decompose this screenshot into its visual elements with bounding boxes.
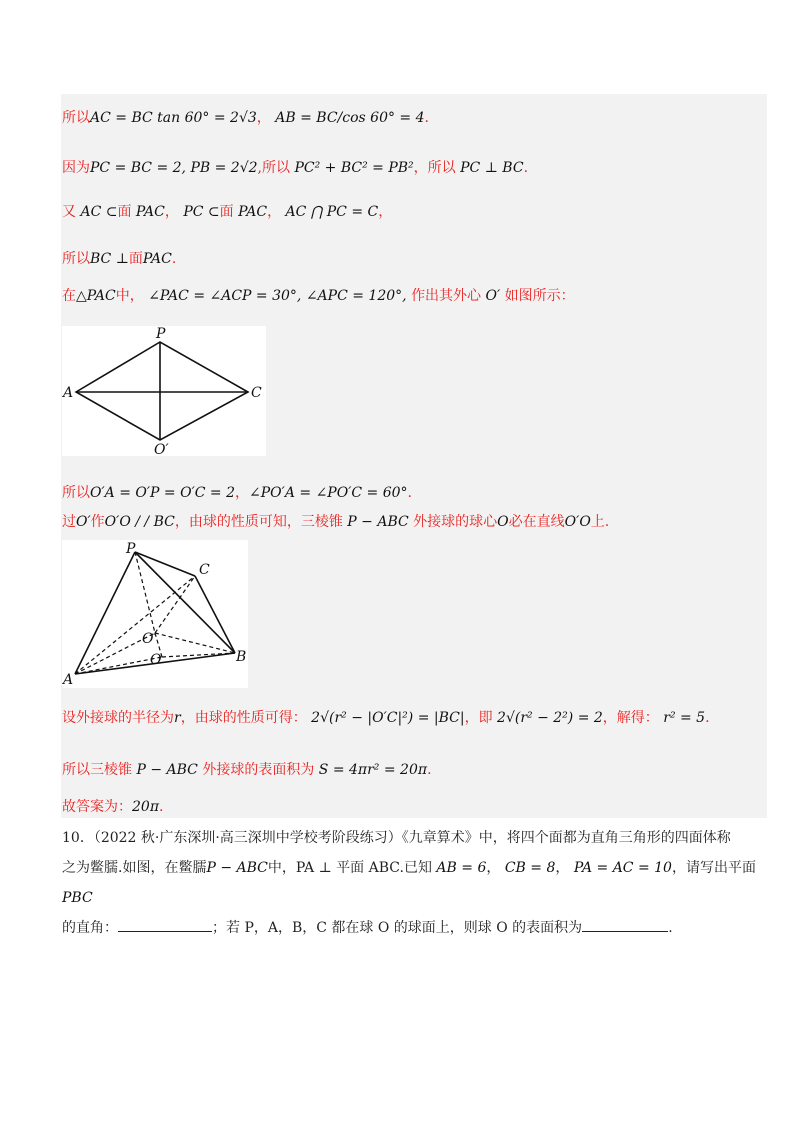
text: 又 bbox=[62, 204, 76, 220]
text: 作 bbox=[90, 514, 105, 530]
text: 所以 bbox=[62, 485, 90, 501]
formula: PAC bbox=[142, 251, 172, 267]
formula: O′A = O′P = O′C = 2 bbox=[90, 485, 236, 501]
formula: BC ⊥ bbox=[90, 251, 129, 267]
formula: ∠PO′A = ∠PO′C = 60° bbox=[249, 485, 408, 501]
formula: △PAC bbox=[76, 288, 116, 304]
formula: r² = 5 bbox=[663, 710, 706, 726]
solution-line-2 bbox=[62, 158, 528, 178]
solution-answer bbox=[62, 797, 163, 817]
edge-pa bbox=[75, 552, 135, 674]
label-a: A bbox=[63, 385, 74, 401]
text: ；若 P，A，B，C 都在球 O 的球面上，则球 O 的表面积为 bbox=[212, 920, 583, 936]
solution-line-1 bbox=[62, 108, 429, 128]
text: 所以三棱锥 bbox=[62, 762, 132, 778]
figure-tetrahedron bbox=[62, 540, 248, 688]
label-p: P bbox=[126, 541, 136, 557]
label-o: O bbox=[150, 652, 162, 668]
formula: O′ bbox=[76, 514, 91, 530]
line-o-prime-b bbox=[155, 633, 235, 653]
text: 上. bbox=[590, 514, 610, 530]
text: 中，PA ⊥ 平面 ABC.已知 bbox=[267, 860, 432, 876]
question-line-1: 10．（2022 秋·广东深圳·高三深圳中学校考阶段练习）《九章算术》中，将四个面都为直角三角形的四面体称 bbox=[62, 830, 731, 846]
text: 面 bbox=[128, 251, 143, 267]
formula: 20π bbox=[132, 799, 160, 815]
text: ， bbox=[235, 485, 250, 501]
text: ， bbox=[267, 204, 282, 220]
label-o-prime: O′ bbox=[154, 442, 169, 456]
text: . bbox=[407, 485, 412, 501]
formula: AB = 6 bbox=[436, 860, 487, 876]
text: 必在直线 bbox=[508, 514, 565, 530]
formula: O bbox=[497, 514, 509, 530]
text: . bbox=[705, 710, 710, 726]
text: ， bbox=[486, 860, 501, 876]
formula: S = 4πr² = 20π bbox=[318, 762, 428, 778]
formula: PAC bbox=[238, 204, 268, 220]
question-line-3 bbox=[62, 913, 762, 943]
question-10 bbox=[62, 823, 762, 943]
text: 作出其外心 bbox=[411, 288, 482, 304]
formula: O′ bbox=[485, 288, 501, 304]
formula: O′O / / BC bbox=[104, 514, 175, 530]
text: 中， bbox=[115, 288, 144, 304]
label-c: C bbox=[199, 562, 210, 578]
text: ，解得： bbox=[602, 710, 659, 726]
text: ，由球的性质可得： bbox=[180, 710, 307, 726]
formula: r bbox=[174, 710, 181, 726]
label-o-prime: O′ bbox=[142, 631, 157, 647]
text: 故答案为： bbox=[62, 799, 132, 815]
text: . bbox=[159, 799, 164, 815]
text: ，由球的性质可知，三棱锥 bbox=[174, 514, 343, 530]
formula: P − ABC bbox=[347, 514, 409, 530]
text: 之为鳖臑.如图，在鳖臑 bbox=[62, 860, 207, 876]
formula: CB = 8 bbox=[504, 860, 556, 876]
label-a: A bbox=[63, 672, 74, 688]
formula: PAC bbox=[135, 204, 165, 220]
figure-rhombus bbox=[62, 326, 266, 456]
text: 如图所示： bbox=[504, 288, 575, 304]
formula: O′O bbox=[564, 514, 591, 530]
formula: PC = BC = 2, PB = 2√2 bbox=[90, 160, 258, 176]
question-line-2 bbox=[62, 853, 762, 913]
rhombus-outline bbox=[76, 342, 248, 440]
formula: PA = AC = 10 bbox=[573, 860, 672, 876]
text: . bbox=[171, 251, 177, 267]
formula: 2√(r² − 2²) = 2 bbox=[497, 710, 603, 726]
edge-pc bbox=[135, 552, 195, 576]
text: 因为 bbox=[62, 160, 90, 176]
text: 的直角： bbox=[62, 920, 118, 936]
text: 外接球的表面积为 bbox=[202, 762, 315, 778]
text: ，即 bbox=[464, 710, 493, 726]
text: 设外接球的半径为 bbox=[62, 710, 174, 726]
formula: PBC bbox=[62, 890, 93, 906]
text: . bbox=[424, 110, 429, 126]
formula: AC = BC tan 60° = 2√3 bbox=[90, 110, 257, 126]
text: 在 bbox=[62, 288, 76, 304]
text: ， bbox=[555, 860, 570, 876]
edge-cb bbox=[195, 576, 235, 653]
line-ao bbox=[75, 657, 162, 674]
solution-line-5 bbox=[62, 286, 575, 306]
formula: AB = BC/cos 60° = 4 bbox=[275, 110, 425, 126]
text: 面 bbox=[117, 204, 132, 220]
formula: AC ⊂ bbox=[80, 204, 118, 220]
formula: PC ⊂ bbox=[183, 204, 220, 220]
text: ，请写出平面 bbox=[671, 860, 756, 876]
text: . bbox=[668, 920, 673, 936]
answer-blank-2[interactable] bbox=[582, 917, 668, 932]
label-b: B bbox=[236, 649, 247, 665]
solution-line-4 bbox=[62, 249, 176, 269]
formula: P − ABC bbox=[206, 860, 268, 876]
solution-line-7 bbox=[62, 512, 609, 532]
formula: AC ⋂ PC = C bbox=[285, 204, 379, 220]
text: ， bbox=[378, 204, 393, 220]
formula: 2√(r² − |O′C|²) = |BC| bbox=[311, 710, 465, 726]
text: 过 bbox=[62, 514, 76, 530]
formula: PC² + BC² = PB² bbox=[294, 160, 414, 176]
text: 外接球的球心 bbox=[413, 514, 498, 530]
text: ,所以 bbox=[257, 160, 290, 176]
solution-line-9 bbox=[62, 760, 432, 780]
text: ， bbox=[256, 110, 271, 126]
line-o-prime-c bbox=[155, 576, 195, 633]
text: 面 bbox=[219, 204, 234, 220]
line-po-prime bbox=[135, 552, 155, 633]
edge-ac-hidden bbox=[75, 576, 195, 674]
text: ，所以 bbox=[413, 160, 456, 176]
label-p: P bbox=[156, 326, 166, 342]
formula: ∠PAC = ∠ACP = 30°, ∠APC = 120°, bbox=[148, 288, 407, 304]
solution-line-3 bbox=[62, 202, 392, 222]
formula: PC ⊥ BC bbox=[460, 160, 524, 176]
text: 所以 bbox=[62, 110, 90, 126]
solution-line-6 bbox=[62, 483, 412, 503]
text: 所以 bbox=[62, 251, 90, 267]
text: ， bbox=[164, 204, 179, 220]
label-c: C bbox=[251, 385, 262, 401]
solution-line-8 bbox=[62, 708, 710, 728]
formula: P − ABC bbox=[136, 762, 198, 778]
answer-blank-1[interactable] bbox=[118, 917, 212, 932]
text: . bbox=[427, 762, 432, 778]
text: . bbox=[523, 160, 529, 176]
